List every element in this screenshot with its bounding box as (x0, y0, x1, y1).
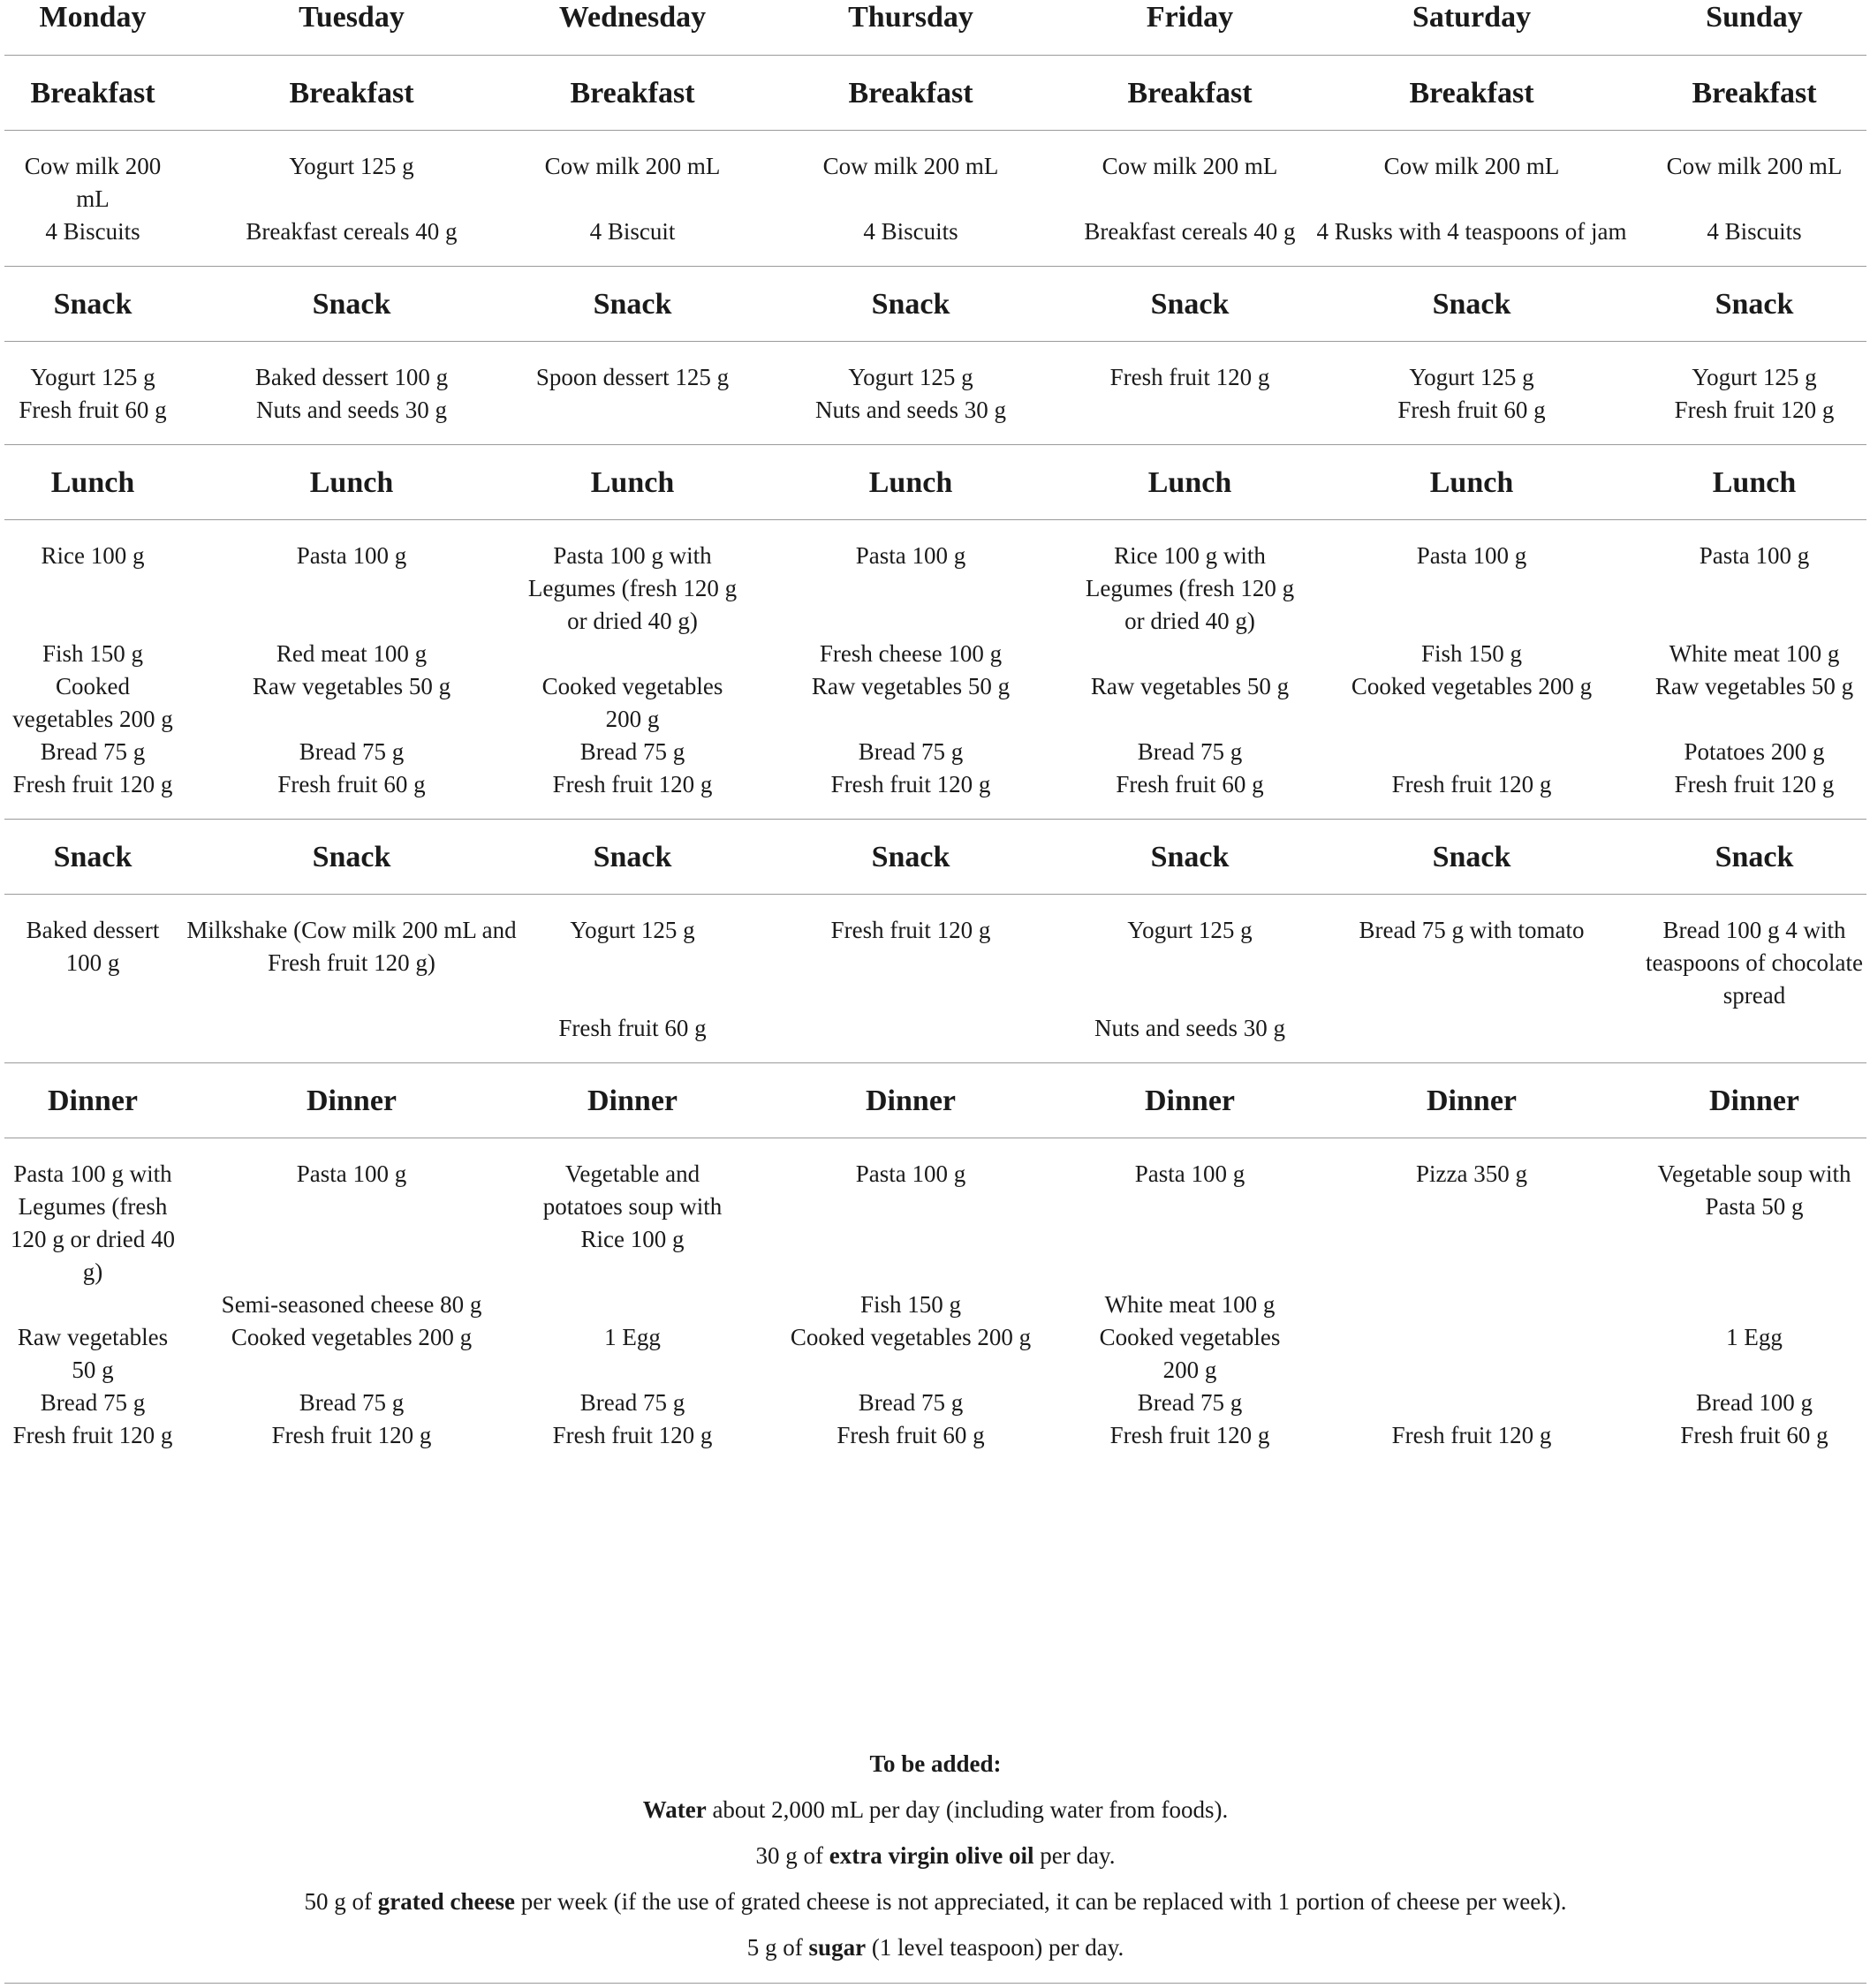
meal-item-row (4, 1138, 1866, 1289)
meal-item-cell: Raw vegetables 50 g (17, 1324, 169, 1383)
meal-section-label: Dinner (522, 1063, 743, 1138)
note-grated-cheese: 50 g of grated cheese per week (if the use of grated cheese is not appreciated, it can be replaced with 1 portion of cheese per week). (304, 1888, 1567, 1915)
meal-item-cell: Raw vegetables 50 g (252, 673, 451, 699)
meal-item-cell: Bread 75 g (579, 1389, 685, 1416)
meal-item-cell: 4 Biscuits (45, 218, 140, 245)
meal-item-cell: Yogurt 125 g (1692, 364, 1817, 390)
meal-item-cell: Fresh cheese 100 g (819, 640, 1003, 667)
meal-item-cell: Cow milk 200 mL (822, 153, 999, 179)
day-header-cell: Friday (1079, 0, 1301, 56)
meal-item-cell (1642, 1289, 1866, 1321)
meal-item-row (4, 1012, 1866, 1063)
meal-item-cell: Fresh fruit 120 g (271, 1422, 432, 1448)
meal-item-row (4, 895, 1866, 1013)
meal-section-label: Breakfast (743, 56, 1079, 131)
meal-section-label: Snack (1079, 267, 1301, 342)
meal-item-cell: Pasta 100 g (1134, 1160, 1245, 1187)
meal-item-cell: Fresh fruit 120 g (830, 771, 991, 797)
meal-item-cell (1079, 638, 1301, 670)
meal-item-cell: Bread 75 g (40, 738, 146, 765)
meal-item-cell: Fresh fruit 120 g (552, 1422, 713, 1448)
meal-item-cell: Bread 75 g (1137, 738, 1243, 765)
day-header (4, 0, 1866, 56)
meal-section-label: Snack (743, 820, 1079, 895)
meal-section-label: Dinner (4, 1063, 181, 1138)
meal-section-label: Snack (1079, 820, 1301, 895)
weekly-meal-plan-table (4, 0, 1866, 1470)
meal-section-label: Lunch (1642, 445, 1866, 520)
meal-item-cell (743, 1012, 1079, 1063)
meal-item-cell: Yogurt 125 g (848, 364, 973, 390)
meal-item-cell: White meat 100 g (1669, 640, 1840, 667)
meal-item-cell: Cooked vegetables 200 g (12, 673, 173, 732)
meal-item-cell: Pasta 100 g (855, 1160, 966, 1187)
meal-item-cell: Red meat 100 g (276, 640, 428, 667)
meal-item-cell: Semi-seasoned cheese 80 g (221, 1291, 482, 1318)
meal-section-label: Dinner (1642, 1063, 1866, 1138)
meal-item-cell: Spoon dessert 125 g (535, 364, 730, 390)
meal-item-cell: Pizza 350 g (1416, 1160, 1527, 1187)
meal-item-cell: Nuts and seeds 30 g (1094, 1015, 1285, 1041)
meal-item-cell (522, 1289, 743, 1321)
meal-item-cell: Bread 75 g (858, 738, 964, 765)
meal-item-cell: Nuts and seeds 30 g (256, 397, 447, 423)
meal-item-cell: Pasta 100 g (296, 542, 407, 569)
meal-item-row (4, 1289, 1866, 1321)
meal-item-cell: Fish 150 g (1420, 640, 1523, 667)
meal-plan-body (4, 56, 1866, 1470)
meal-section-header-row (4, 1063, 1866, 1138)
meal-section-label: Snack (522, 820, 743, 895)
meal-item-cell: Baked dessert 100 g (26, 917, 160, 976)
meal-item-cell: Fresh fruit 120 g (12, 771, 173, 797)
meal-item-cell: Cow milk 200 mL (1666, 153, 1843, 179)
additions-notes (4, 1724, 1866, 1970)
note-olive-oil: 30 g of extra virgin olive oil per day. (755, 1842, 1116, 1869)
meal-item-cell: Fresh fruit 120 g (1674, 397, 1835, 423)
meal-item-cell: Rice 100 g (41, 542, 145, 569)
meal-item-cell (4, 1289, 181, 1321)
meal-item-cell: Pasta 100 g (1699, 542, 1810, 569)
meal-item-cell: 1 Egg (604, 1324, 661, 1350)
meal-item-cell: Raw vegetables 50 g (1090, 673, 1290, 699)
meal-section-label: Dinner (743, 1063, 1079, 1138)
meal-item-cell: Cooked vegetables 200 g (231, 1324, 473, 1350)
meal-section-label: Breakfast (522, 56, 743, 131)
meal-item-cell: Bread 75 g (579, 738, 685, 765)
meal-section-label: Dinner (1079, 1063, 1301, 1138)
meal-section-label: Breakfast (4, 56, 181, 131)
meal-item-cell: Pasta 100 g with Legumes (fresh 120 g or dried 40 g) (11, 1160, 175, 1285)
meal-item-cell: Fresh fruit 60 g (1680, 1422, 1828, 1448)
meal-item-cell: Vegetable soup with Pasta 50 g (1657, 1160, 1851, 1220)
meal-item-cell: Pasta 100 g (855, 542, 966, 569)
meal-item-cell: 4 Biscuits (1707, 218, 1802, 245)
meal-section-label: Snack (181, 267, 522, 342)
meal-section-header-row (4, 820, 1866, 895)
meal-item-row (4, 768, 1866, 820)
meal-item-cell: Fresh fruit 60 g (19, 397, 167, 423)
meal-item-cell: Fresh fruit 120 g (1109, 1422, 1270, 1448)
meal-item-cell: Bread 75 g (299, 1389, 405, 1416)
meal-item-cell (181, 1012, 522, 1063)
meal-section-label: Lunch (181, 445, 522, 520)
meal-section-label: Breakfast (1079, 56, 1301, 131)
day-header-cell: Tuesday (181, 0, 522, 56)
meal-item-cell: 1 Egg (1726, 1324, 1783, 1350)
meal-section-label: Lunch (743, 445, 1079, 520)
meal-item-cell: Yogurt 125 g (1127, 917, 1253, 943)
meal-item-row (4, 342, 1866, 395)
day-header-cell: Saturday (1301, 0, 1642, 56)
meal-item-cell: Cow milk 200 mL (544, 153, 721, 179)
meal-item-cell (522, 638, 743, 670)
meal-item-cell: Milkshake (Cow milk 200 mL and Fresh fruit 120 g) (186, 917, 517, 976)
bottom-divider (4, 1983, 1866, 1984)
meal-item-cell (1079, 394, 1301, 445)
notes-heading: To be added: (869, 1750, 1002, 1777)
meal-item-cell: Cow milk 200 mL (24, 153, 162, 212)
meal-section-label: Snack (181, 820, 522, 895)
meal-item-cell: Cooked vegetables 200 g (1351, 673, 1593, 699)
day-header-cell: Thursday (743, 0, 1079, 56)
meal-item-row (4, 394, 1866, 445)
meal-item-cell (1301, 1012, 1642, 1063)
meal-item-cell: Bread 100 g 4 with teaspoons of chocolate spread (1646, 917, 1863, 1009)
meal-item-cell: Cooked vegetables 200 g (541, 673, 723, 732)
meal-item-cell: Fresh fruit 120 g (12, 1422, 173, 1448)
meal-section-header-row (4, 267, 1866, 342)
meal-section-header-row (4, 56, 1866, 131)
meal-item-cell: Cooked vegetables 200 g (1099, 1324, 1281, 1383)
meal-item-cell: Fresh fruit 120 g (1109, 364, 1270, 390)
meal-section-label: Snack (1642, 267, 1866, 342)
meal-item-cell: Fresh fruit 60 g (558, 1015, 707, 1041)
meal-item-cell: Fresh fruit 120 g (830, 917, 991, 943)
meal-item-cell: Yogurt 125 g (570, 917, 695, 943)
meal-item-cell: Bread 75 g (858, 1389, 964, 1416)
meal-item-row (4, 131, 1866, 216)
meal-item-row (4, 520, 1866, 639)
meal-item-row (4, 638, 1866, 670)
meal-item-cell: Fish 150 g (859, 1291, 962, 1318)
meal-item-cell: 4 Biscuit (589, 218, 676, 245)
meal-item-row (4, 1419, 1866, 1470)
meal-section-label: Breakfast (1642, 56, 1866, 131)
meal-section-label: Snack (743, 267, 1079, 342)
meal-item-cell: Raw vegetables 50 g (811, 673, 1011, 699)
meal-item-cell: White meat 100 g (1104, 1291, 1276, 1318)
meal-item-cell: Bread 100 g (1696, 1389, 1813, 1416)
meal-section-label: Snack (1301, 820, 1642, 895)
meal-item-cell: Breakfast cereals 40 g (246, 218, 458, 245)
meal-item-cell: Bread 75 g (40, 1389, 146, 1416)
meal-section-label: Lunch (4, 445, 181, 520)
meal-item-row (4, 736, 1866, 768)
meal-section-label: Dinner (1301, 1063, 1642, 1138)
meal-item-cell: Breakfast cereals 40 g (1084, 218, 1296, 245)
meal-item-cell: Fresh fruit 120 g (552, 771, 713, 797)
meal-item-cell: Fresh fruit 120 g (1391, 771, 1552, 797)
meal-item-cell: Cow milk 200 mL (1102, 153, 1278, 179)
day-header-row (4, 0, 1866, 56)
meal-item-row (4, 1387, 1866, 1419)
meal-item-cell (1301, 736, 1642, 768)
meal-item-cell: Fresh fruit 60 g (837, 1422, 985, 1448)
meal-item-cell: Yogurt 125 g (30, 364, 155, 390)
meal-item-cell (4, 1012, 181, 1063)
meal-section-label: Lunch (522, 445, 743, 520)
meal-item-cell: Cooked vegetables 200 g (790, 1324, 1032, 1350)
note-water: Water about 2,000 mL per day (including water from foods). (642, 1796, 1229, 1823)
meal-item-cell: Pasta 100 g (1416, 542, 1527, 569)
meal-item-cell: Fresh fruit 120 g (1391, 1422, 1552, 1448)
day-header-cell: Wednesday (522, 0, 743, 56)
meal-section-label: Snack (4, 267, 181, 342)
meal-item-cell (1642, 1012, 1866, 1063)
meal-section-label: Snack (522, 267, 743, 342)
meal-item-cell (1301, 1321, 1642, 1387)
meal-item-row (4, 1321, 1866, 1387)
day-header-cell: Sunday (1642, 0, 1866, 56)
meal-item-cell (1301, 1387, 1642, 1419)
meal-section-label: Snack (4, 820, 181, 895)
day-header-cell: Monday (4, 0, 181, 56)
meal-item-cell: Nuts and seeds 30 g (815, 397, 1006, 423)
meal-item-cell: Potatoes 200 g (1684, 738, 1825, 765)
meal-item-cell: Pasta 100 g with Legumes (fresh 120 g or dried 40 g) (527, 542, 738, 634)
note-sugar: 5 g of sugar (1 level teaspoon) per day. (746, 1934, 1124, 1961)
meal-item-cell: Fresh fruit 60 g (277, 771, 426, 797)
meal-item-cell: Bread 75 g with tomato (1359, 917, 1585, 943)
meal-item-cell: Fresh fruit 60 g (1116, 771, 1264, 797)
meal-section-label: Breakfast (181, 56, 522, 131)
meal-item-cell: Baked dessert 100 g (254, 364, 449, 390)
meal-item-row (4, 215, 1866, 267)
meal-item-cell: 4 Rusks with 4 teaspoons of jam (1316, 218, 1627, 245)
meal-item-cell: Cow milk 200 mL (1383, 153, 1560, 179)
meal-item-cell: Rice 100 g with Legumes (fresh 120 g or dried 40 g) (1085, 542, 1295, 634)
meal-item-cell: Yogurt 125 g (289, 153, 414, 179)
meal-section-label: Snack (1642, 820, 1866, 895)
meal-item-cell (1301, 1289, 1642, 1321)
meal-item-cell: Vegetable and potatoes soup with Rice 100 g (542, 1160, 723, 1252)
meal-item-cell: Bread 75 g (299, 738, 405, 765)
meal-section-label: Dinner (181, 1063, 522, 1138)
meal-item-cell: Fresh fruit 60 g (1397, 397, 1546, 423)
meal-section-label: Snack (1301, 267, 1642, 342)
meal-item-cell: 4 Biscuits (863, 218, 958, 245)
meal-item-cell: Fresh fruit 120 g (1674, 771, 1835, 797)
meal-section-header-row (4, 445, 1866, 520)
meal-section-label: Breakfast (1301, 56, 1642, 131)
meal-item-cell: Bread 75 g (1137, 1389, 1243, 1416)
meal-item-cell: Pasta 100 g (296, 1160, 407, 1187)
meal-section-label: Lunch (1301, 445, 1642, 520)
meal-item-cell: Yogurt 125 g (1409, 364, 1534, 390)
meal-item-cell: Raw vegetables 50 g (1654, 673, 1854, 699)
meal-item-cell (522, 394, 743, 445)
meal-item-row (4, 670, 1866, 736)
meal-item-cell: Fish 150 g (42, 640, 144, 667)
meal-section-label: Lunch (1079, 445, 1301, 520)
